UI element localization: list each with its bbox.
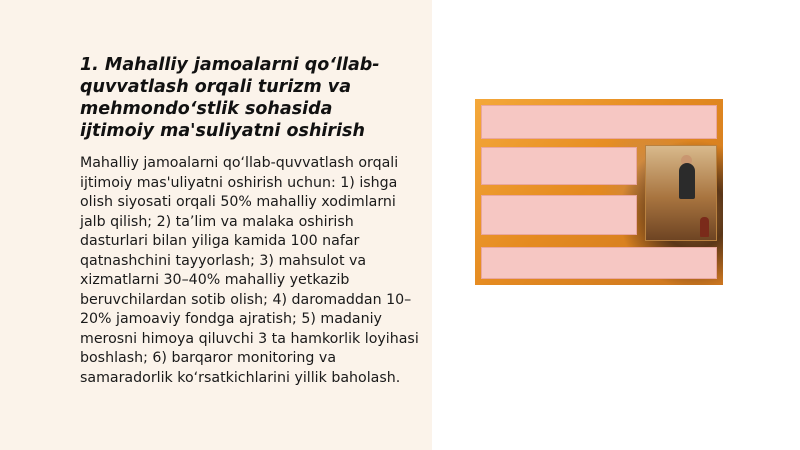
illustration-text-box xyxy=(481,147,637,185)
illustration-text-box xyxy=(481,247,717,279)
person-figure xyxy=(679,163,695,199)
slide-title: 1. Mahalliy jamoalarni qo‘llab-quvvatlash orqali turizm va mehmondo‘stlik sohasida ijtimoiy ma'suliyatni oshirish xyxy=(80,55,380,141)
slide-body-text: Mahalliy jamoalarni qo‘llab-quvvatlash orqali ijtimoiy mas'uliyatni oshirish uchun: 1) ishga olish siyosati orqali 50% mahalliy xodimlarni jalb qilish; 2) ta’lim va malaka oshirish dasturlari bilan yiligа kamida 100 nafar qatnashchini tayyorlash; 3) mahsulot va xizmatlarni 30–40% mahalliy yetkazib beruvchilardan sotib olish; 4) daromaddan 10–20% jamoaviy fondga ajratish; 5) madaniy merosni himoya qiluvchi 3 ta hamkorlik loyihasi boshlash; 6) barqaror monitoring va samaradorlik ko‘rsatkichlarini yillik baholash. xyxy=(80,155,419,386)
person-figure xyxy=(700,217,709,237)
illustration-text-box xyxy=(481,105,717,139)
illustration-image xyxy=(475,99,723,285)
illustration-text-box xyxy=(481,195,637,235)
